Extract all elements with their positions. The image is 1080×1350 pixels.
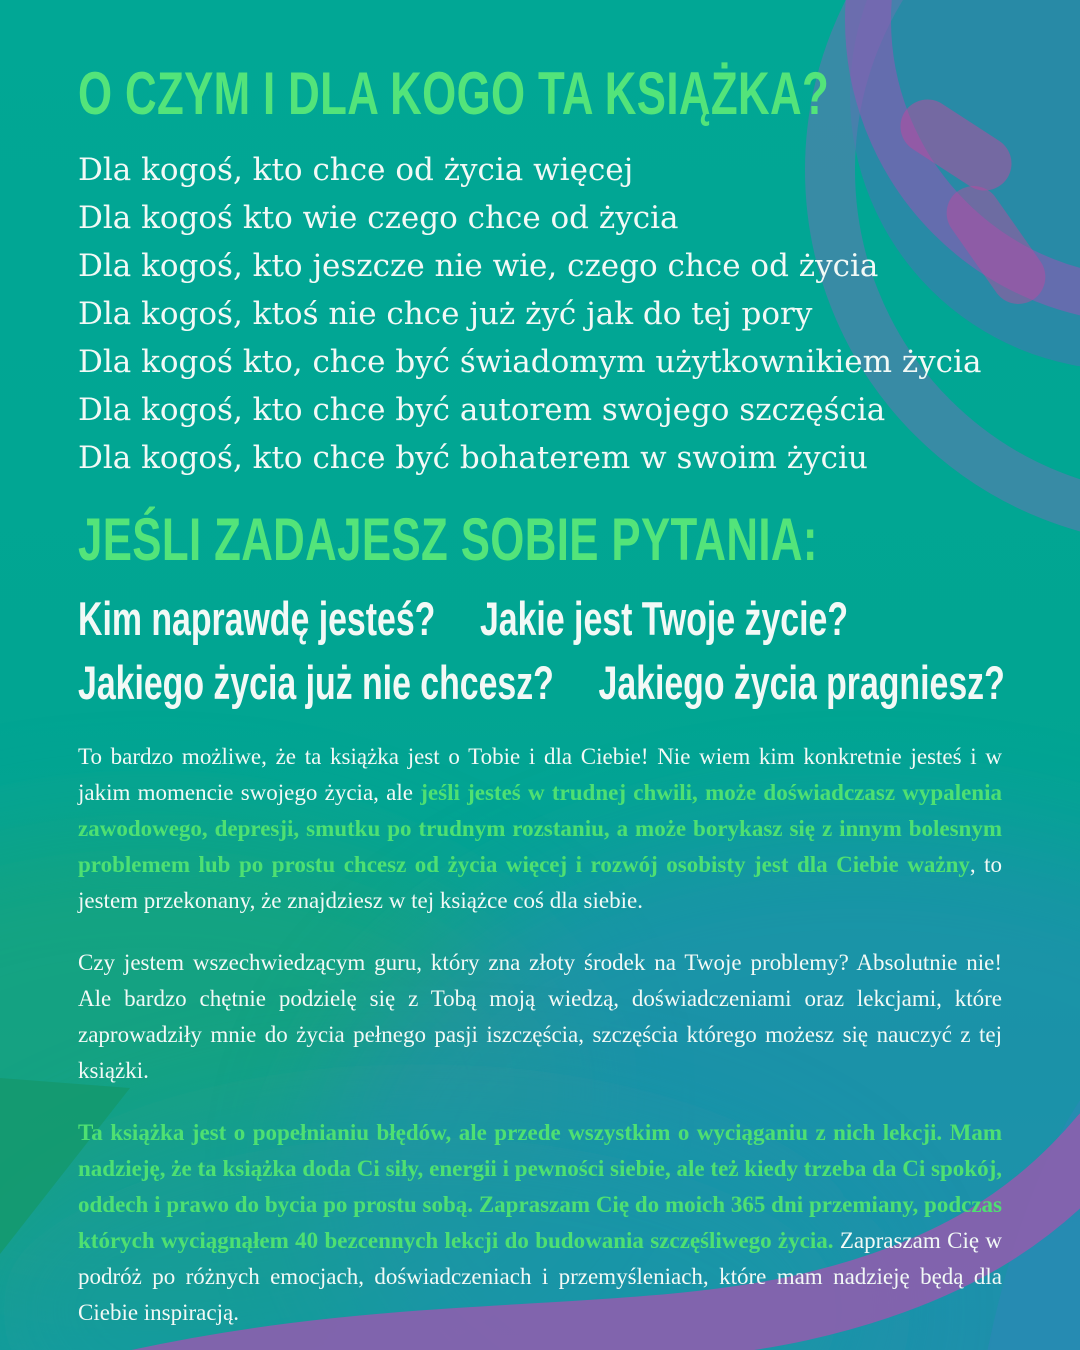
question: Kim naprawdę jesteś? [78,592,436,646]
list-item: Dla kogoś, kto chce być bohaterem w swoim życiu [78,439,868,476]
list-item: Dla kogoś kto wie czego chce od życia [78,199,679,236]
list-item: Dla kogoś, kto jeszcze nie wie, czego chce od życia [78,247,879,284]
questions-block [78,587,1005,715]
section-title-about-book: O CZYM I DLA KOGO TA KSIĄŻKA? [78,60,830,127]
questions-line-2 [78,651,1005,715]
paragraph-text: Zapraszam Cię w podróż po różnych emocjach, doświadczeniach i przemyśleniach, które mam nadzieję będą dla Ciebie inspiracją. [78,1228,1003,1326]
list-item: Dla kogoś kto, chce być świadomym użytkownikiem życia [78,343,982,380]
section-title-questions: JEŚLI ZADAJESZ SOBIE PYTANIA: [78,505,818,573]
audience-list [78,146,1002,482]
paragraph-highlight: Ta książka jest o popełnianiu błędów, ale przede wszystkim o wyciąganiu z nich lekcji. Mam nadzieję, że ta książka doda Ci siły, energii i pewności siebie, ale też kiedy trzeba da Ci spokój, oddech i prawo do bycia po prostu sobą. Zapraszam Cię do moich 365 dni przemiany, podczas których wyciągnąłem 40 bezcennych lekcji do budowania szczęśliwego życia. [78,1120,1002,1254]
question: Jakie jest Twoje życie? [479,592,848,646]
question: Jakiego życia pragniesz? [598,656,1005,710]
list-item: Dla kogoś, kto chce od życia więcej [78,151,634,188]
list-item: Dla kogoś, kto chce być autorem swojego szczęścia [78,391,886,428]
paragraph-highlight: jeśli jesteś w trudnej chwili, może doświadczasz wypalenia zawodowego, depresji, smutku po trudnym rozstaniu, a może borykasz się z innym bolesnym problemem lub po prostu chcesz od życia więcej i rozwój osobisty jest dla Ciebie ważny [78,780,1002,878]
list-item: Dla kogoś, ktoś nie chce już żyć jak do tej pory [78,295,813,332]
paragraph-intro [78,739,1002,919]
paragraph-text: To bardzo możliwe, że ta książka jest o Tobie i dla Ciebie! Nie wiem kim konkretnie jesteś i w jakim momencie swojego życia, ale [78,744,1002,806]
paragraph-text: , to jestem przekonany, że znajdziesz w tej książce coś dla siebie. [78,852,1003,914]
paragraph-guru: Czy jestem wszechwiedzącym guru, który zna złoty środek na Twoje problemy? Absolutnie nie! Ale bardzo chętnie podzielę się z Tobą moją wiedzą, doświadczeniami oraz lekcjami, które zaprowadziły mnie do życia pełnego pasji iszczęścia, szczęścia którego możesz się nauczyć z tej książki. [78,950,1002,1084]
paragraph-invitation [78,1115,1002,1331]
questions-line-1 [78,587,848,651]
question: Jakiego życia już nie chcesz? [78,656,554,710]
